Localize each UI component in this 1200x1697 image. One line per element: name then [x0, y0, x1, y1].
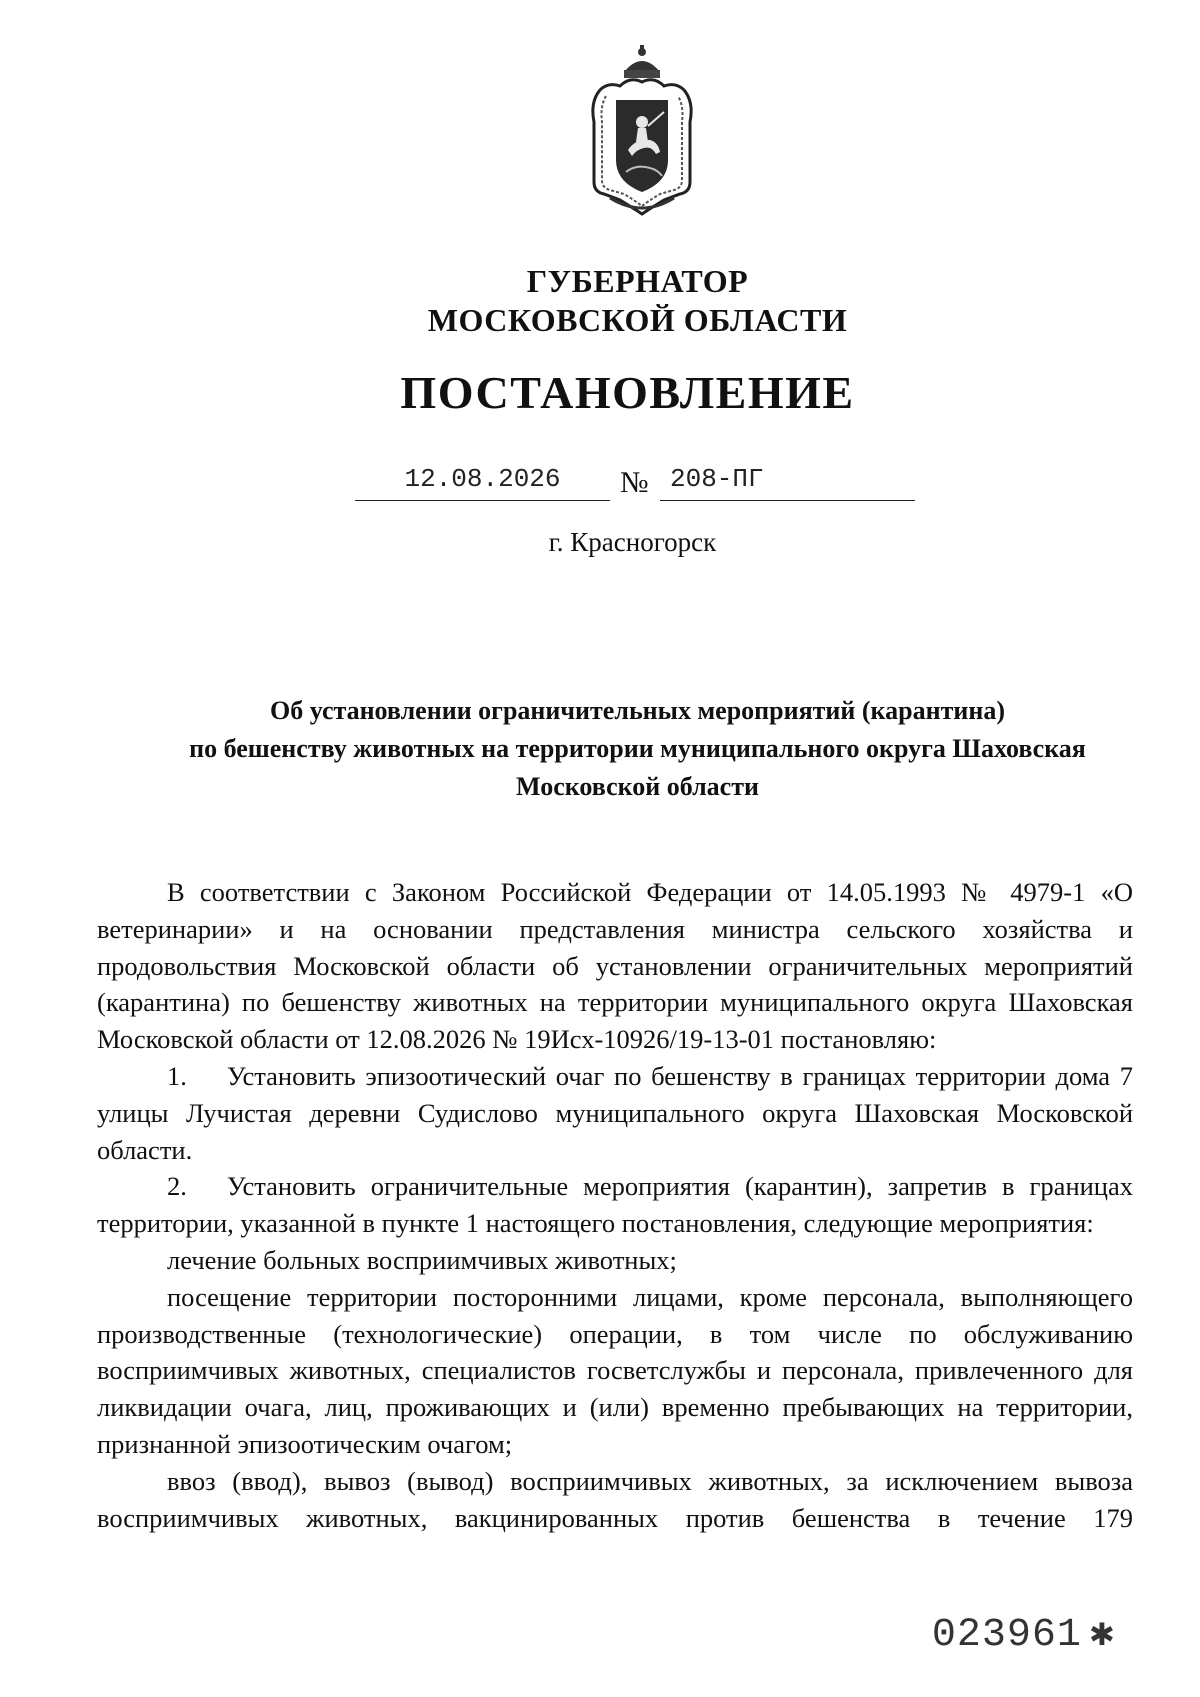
measure-1-paragraph: лечение больных восприимчивых животных; — [167, 1244, 677, 1275]
document-body — [97, 874, 1133, 1536]
asterisk-mark-icon: ✱ — [1089, 1613, 1115, 1658]
issue-city: г. Красногорск — [548, 527, 717, 557]
measure-2-paragraph: посещение территории посторонними лицами, кроме персонала, выполняющего производственные (технологические) операции, в том числе по обслуживанию восприимчивых животных, специалистов госветслужбы и персонала, привлеченного для ликвидации очага, лиц, проживающих и (или) временно пребывающих на территории, признанной эпизоотическим очагом; — [97, 1281, 1133, 1459]
measure-3-paragraph: ввоз (ввод), вывоз (вывод) восприимчивых животных, за исключением вывоза восприимчивых животных, вакцинированных против бешенства в течение 179 — [97, 1465, 1133, 1533]
serial-digits: 023961 — [931, 1613, 1082, 1658]
item-1-paragraph — [97, 1058, 1133, 1168]
date-underline — [355, 500, 610, 501]
item-1-text: Установить эпизоотический очаг по бешенству в границах территории дома 7 улицы Лучистая деревни Судислово муниципального округа Шаховская Московской области. — [97, 1060, 1133, 1165]
item-1-number: 1. — [167, 1060, 187, 1091]
authority-title-line2: МОСКОВСКОЙ ОБЛАСТИ — [427, 302, 848, 338]
number-sign: № — [620, 466, 649, 499]
subject-line2: по бешенству животных на территории муниципального округа Шаховская — [189, 734, 1086, 763]
date-number-line — [355, 462, 915, 504]
coat-of-arms-icon — [580, 42, 704, 220]
number-underline — [660, 500, 915, 501]
subject-line3: Московской области — [516, 772, 759, 801]
item-2-paragraph — [97, 1168, 1133, 1242]
preamble-paragraph: В соответствии с Законом Российской Федерации от 14.05.1993 № 4979-1 «О ветеринарии» и на основании представления министра сельского хозяйства и продовольствия Московской области об установлении ограничительных мероприятий (карантина) по бешенству животных на территории муниципального округа Шаховская Московской области от 12.08.2026 № 19Исх-10926/19-13-01 постановляю: — [97, 877, 1133, 1055]
item-2-text: Установить ограничительные мероприятия (карантин), запретив в границах территории, указанной в пункте 1 настоящего постановления, следующие мероприятия: — [97, 1171, 1133, 1239]
document-subject — [95, 692, 1180, 806]
document-number: 208-ПГ — [670, 464, 764, 494]
form-serial-number — [932, 1612, 1115, 1660]
subject-line1: Об установлении ограничительных мероприятий (карантина) — [270, 696, 1005, 725]
document-date: 12.08.2026 — [404, 464, 561, 494]
authority-title-line1: ГУБЕРНАТОР — [526, 263, 749, 299]
item-2-number: 2. — [167, 1171, 187, 1202]
document-type-heading: ПОСТАНОВЛЕНИЕ — [400, 367, 855, 418]
